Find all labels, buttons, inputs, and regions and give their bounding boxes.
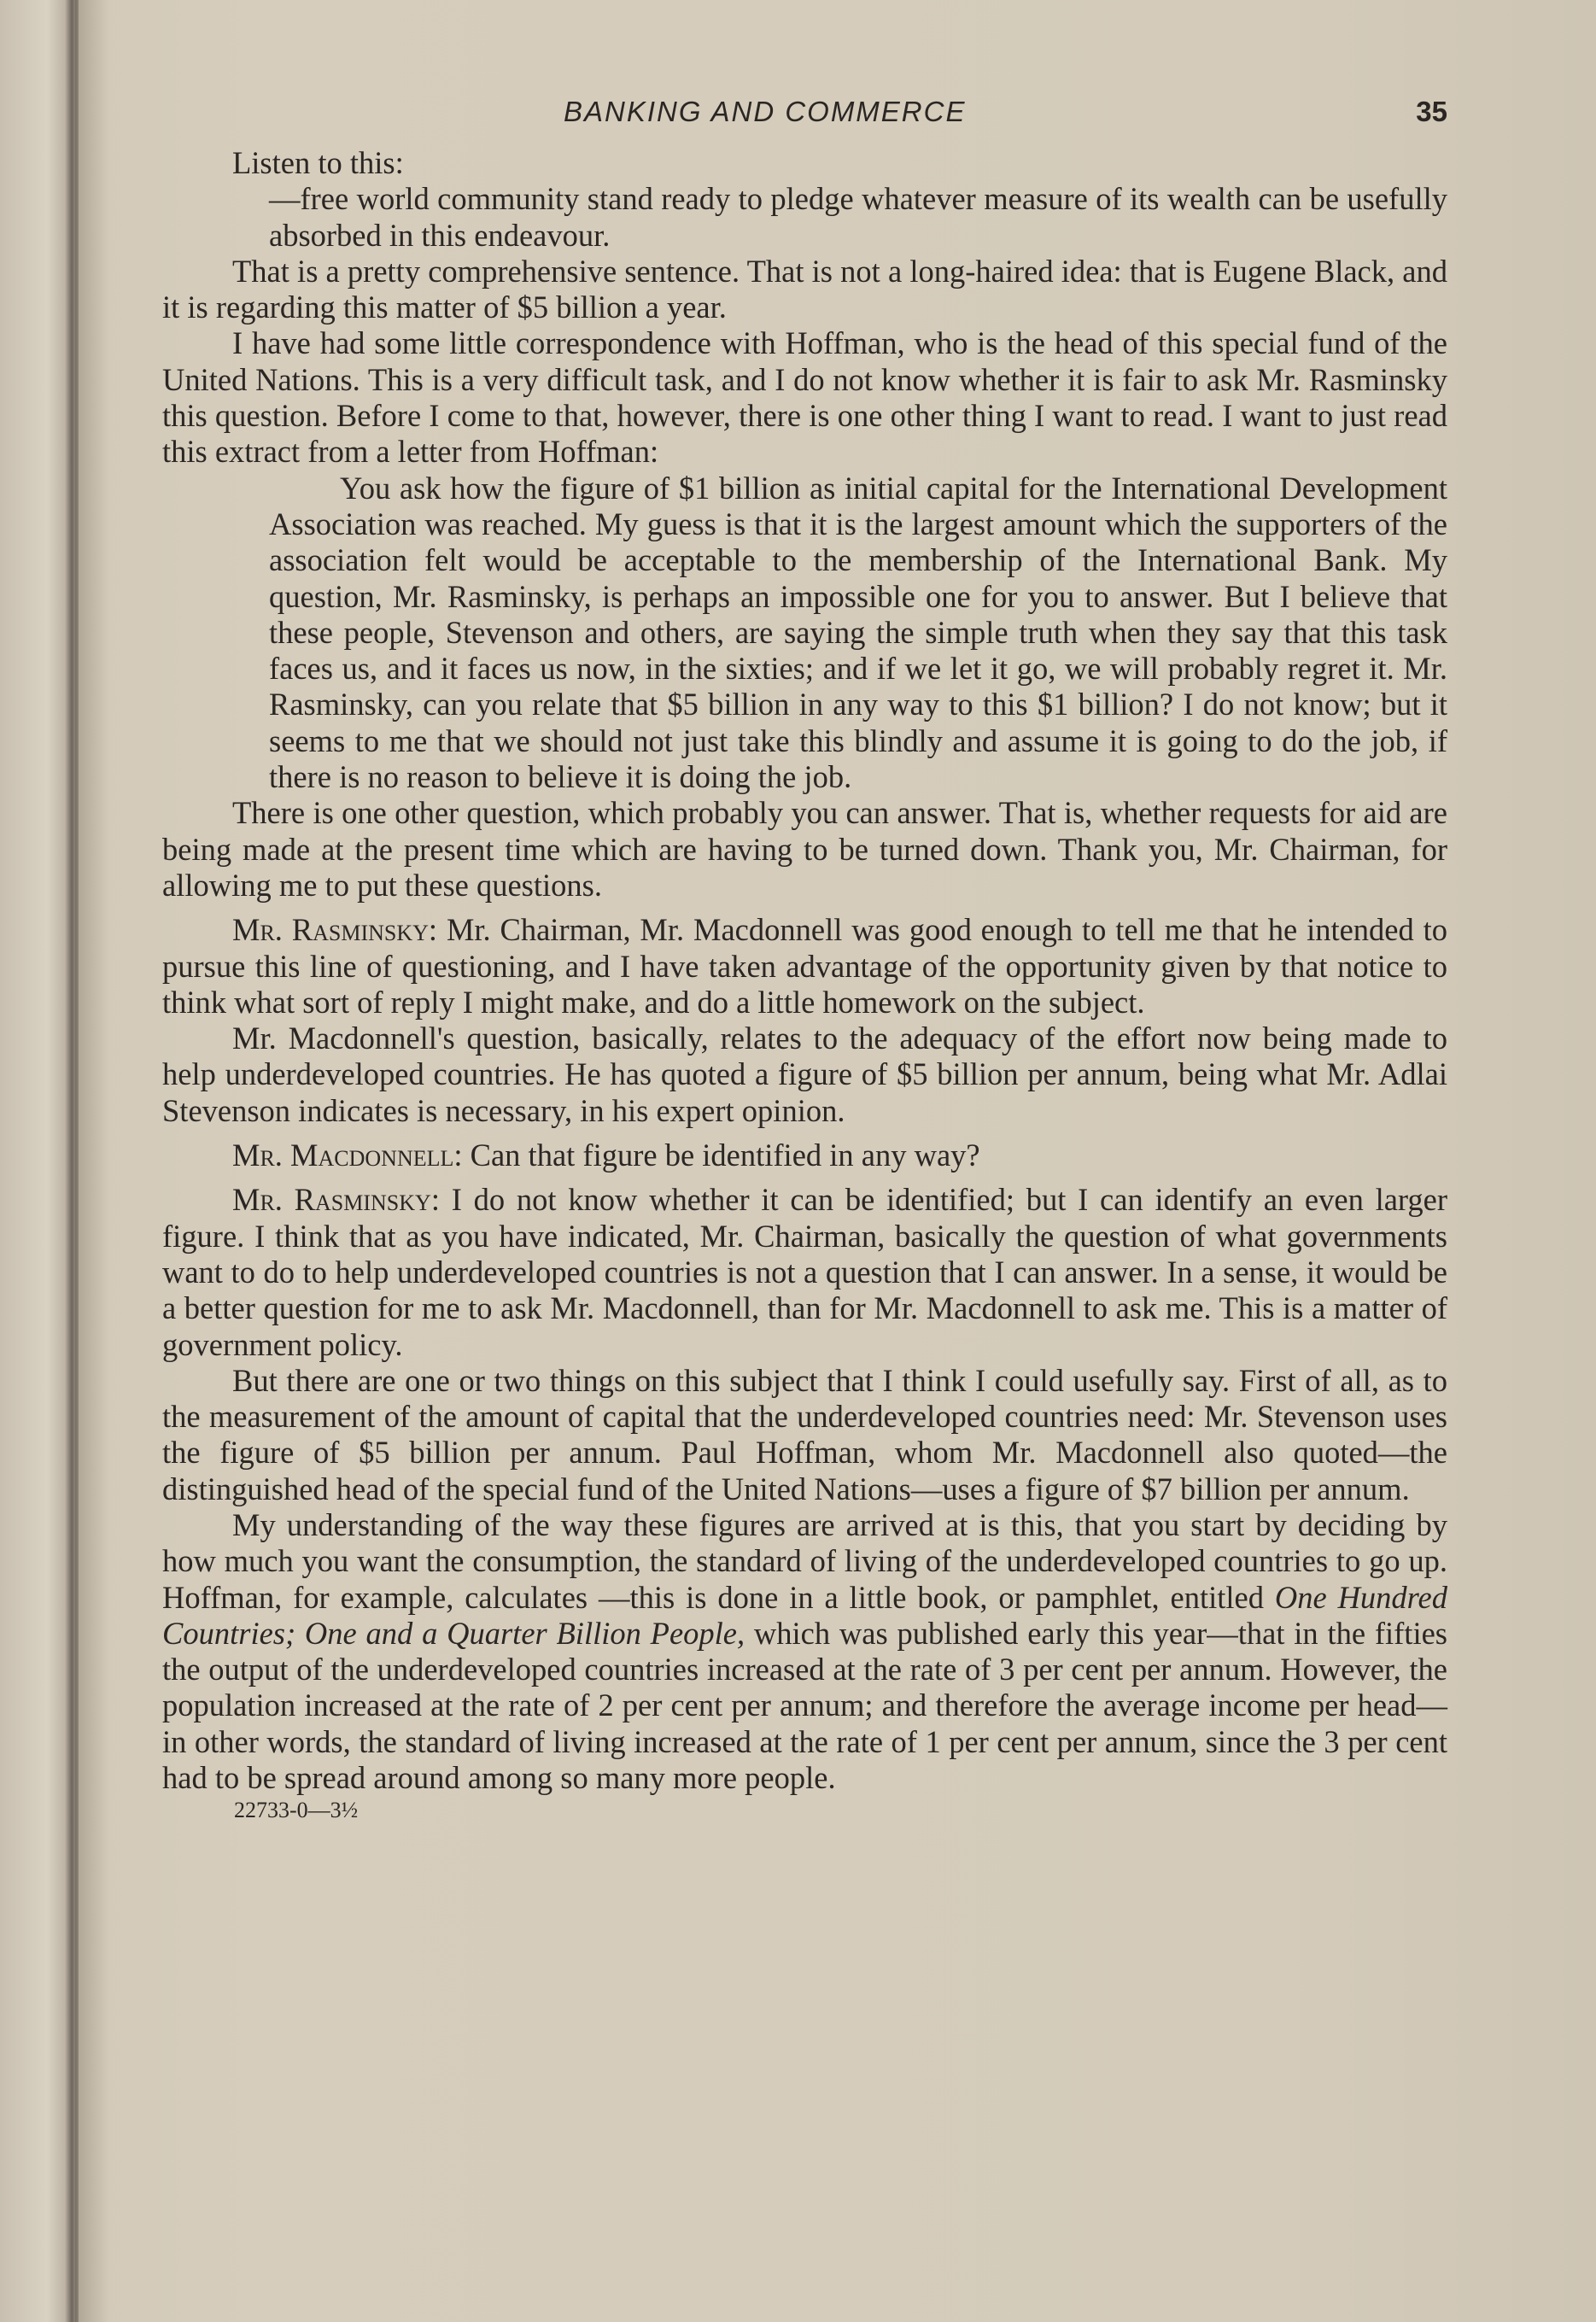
paragraph: I have had some little correspondence with Hoffman, who is the head of this special fund of the United Nations. This is a very difficult task, and I do not know whether it is fair to ask Mr. Rasminsky this question. Before I come to that, however, there is one other thing I want to read. I want to just read this extract from a letter from Hoffman:: [162, 325, 1447, 470]
speaker-name: Mr. Rasminsky:: [232, 912, 438, 948]
running-head: BANKING AND COMMERCE: [564, 96, 967, 127]
speaker-paragraph: [162, 1182, 1447, 1362]
speaker-paragraph: [162, 912, 1447, 1021]
speaker-paragraph: [162, 1138, 1447, 1173]
spine-shadow: [75, 0, 109, 2322]
paragraph: But there are one or two things on this subject that I think I could usefully say. First of all, as to the measurement of the amount of capital that the underdeveloped countries need: Mr. Stevenson uses the figure of $5 billion per annum. Paul Hoffman, whom Mr. Macdonnell also quoted—the distinguished head of the special fund of the United Nations—uses a figure of $7 billion per annum.: [162, 1362, 1447, 1506]
speaker-name: Mr. Macdonnell:: [232, 1138, 463, 1173]
speaker-name: Mr. Rasminsky:: [232, 1182, 440, 1218]
paragraph-text: which was published early this year—that in the fifties the output of the underdeveloped countries increased at the rate of 3 per cent per annum. However, the population increased at the rate of 2 per cent per annum; and therefore the average income per head—in other words, the standard of living increased at the rate of 1 per cent per annum, since the 3 per cent had to be spread around among so many more people.: [162, 1615, 1447, 1796]
page-text: [162, 94, 1447, 1823]
page-number: 35: [1416, 96, 1447, 127]
speech-text: Mr. Chairman, Mr. Macdonnell was good enough to tell me that he intended to pursue this line of questioning, and I have taken advantage of the opportunity given by that notice to think what sort of reply I might make, and do a little homework on the subject.: [162, 912, 1447, 1020]
print-code: 22733-0—3½: [234, 1798, 359, 1823]
paragraph: Mr. Macdonnell's question, basically, relates to the adequacy of the effort now being made to help underdeveloped countries. He has quoted a figure of $5 billion per annum, being what Mr. Adlai Stevenson indicates is necessary, in his expert opinion.: [162, 1021, 1447, 1128]
book-gutter: [0, 0, 79, 2322]
block-quote: —free world community stand ready to pledge whatever measure of its wealth can be usefully absorbed in this endeavour.: [269, 181, 1447, 253]
speech-text: Can that figure be identified in any way?: [470, 1138, 980, 1173]
paragraph: That is a pretty comprehensive sentence. That is not a long-haired idea: that is Eugene Black, and it is regarding this matter of $5 billion a year.: [162, 253, 1447, 325]
book-title: One Hundred Countries; One and a Quarter Billion People,: [162, 1579, 1447, 1651]
speech-text: I do not know whether it can be identified; but I can identify an even larger figure. I think that as you have indicated, Mr. Chairman, basically the question of what governments want to do to help underdeveloped countries is not a question that I can answer. In a sense, it would be a better question for me to ask Mr. Macdonnell, than for Mr. Macdonnell to ask me. This is a matter of government policy.: [162, 1182, 1448, 1362]
paragraph: Listen to this:: [232, 145, 404, 180]
page-header: [162, 94, 1447, 145]
block-quote: You ask how the figure of $1 billion as initial capital for the International Development Association was reached. My guess is that it is the largest amount which the supporters of the association felt would be acceptable to the membership of the International Bank. My question, Mr. Rasminsky, is perhaps an impossible one for you to answer. But I believe that these people, Stevenson and others, are saying the simple truth when they say that this task faces us, and it faces us now, in the sixties; and if we let it go, we will probably regret it. Mr. Rasminsky, can you relate that $5 billion in any way to this $1 billion? I do not know; but it seems to me that we should not just take this blindly and assume it is going to do the job, if there is no reason to believe it is doing the job.: [269, 470, 1447, 795]
paragraph: [162, 1507, 1447, 1796]
paragraph: There is one other question, which probably you can answer. That is, whether requests for aid are being made at the present time which are having to be turned down. Thank you, Mr. Chairman, for allowing me to put these questions.: [162, 795, 1447, 903]
paragraph-text: My understanding of the way these figures are arrived at is this, that you start by deciding by how much you want the consumption, the standard of living of the underdeveloped countries to go up. Hoffman, for example, calculates —this is done in a little book, or pamphlet, entitled: [162, 1506, 1447, 1615]
